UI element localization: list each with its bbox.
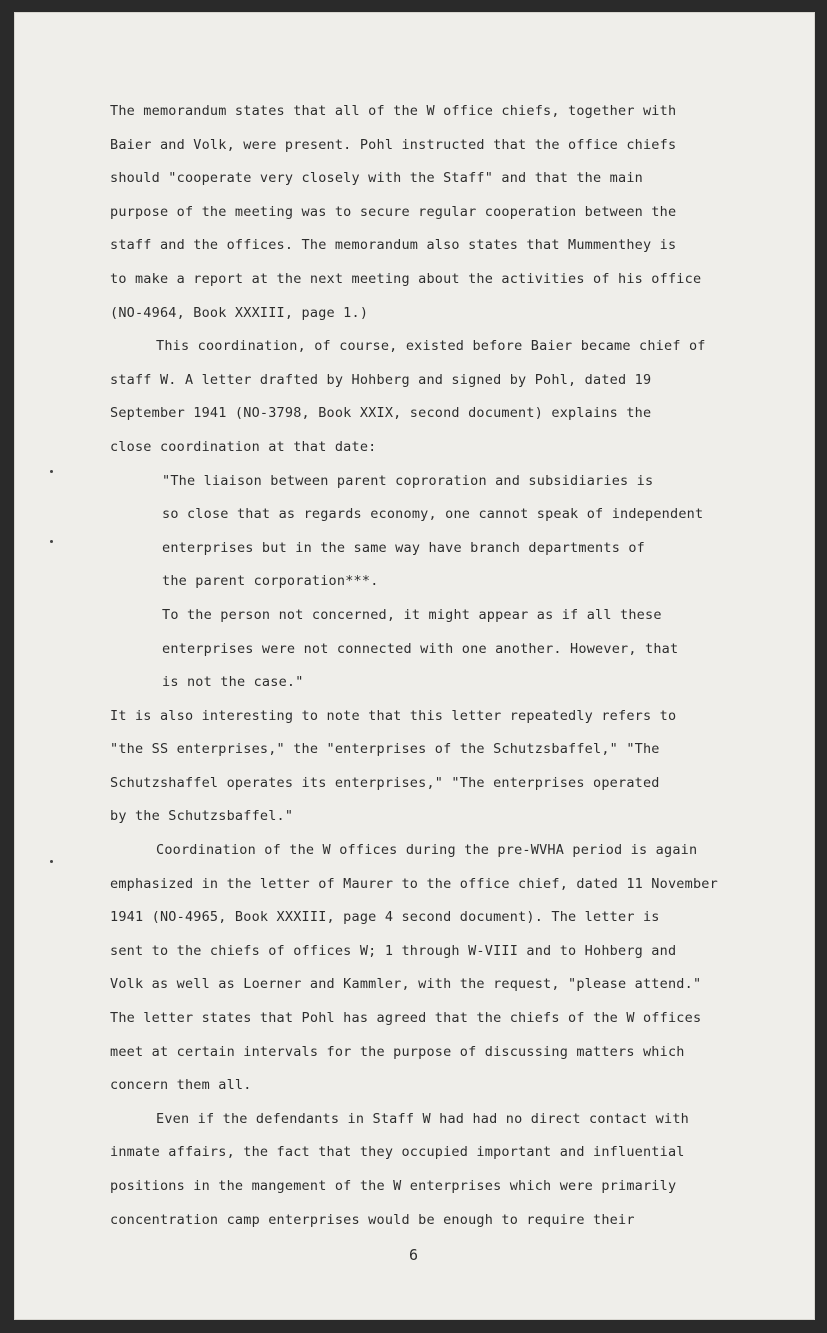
text-line: to make a report at the next meeting about the activities of his office [110, 270, 702, 287]
text-line: sent to the chiefs of offices W; 1 through W-VIII and to Hohberg and [110, 942, 677, 959]
text-line: concentration camp enterprises would be enough to require their [110, 1211, 635, 1228]
text-line: Coordination of the W offices during the pre-WVHA period is again [156, 842, 698, 859]
text-line: positions in the mangement of the W enterprises which were primarily [110, 1178, 677, 1194]
text-line: enterprises but in the same way have branch departments of [162, 539, 646, 556]
text-line: 1941 (NO-4965, Book XXXIII, page 4 second document). The letter is [110, 909, 660, 926]
text-line: the parent corporation***. [162, 573, 379, 590]
text-line: The memorandum states that all of the W office chiefs, together with [110, 103, 677, 119]
text-line: The letter states that Pohl has agreed that the chiefs of the W offices [110, 1010, 702, 1027]
text-line: To the person not concerned, it might appear as if all these [162, 606, 662, 623]
text-line: Schutzshaffel operates its enterprises," "The enterprises operated [110, 774, 660, 791]
text-line: "the SS enterprises," the "enterprises of the Schutzsbaffel," "The [110, 741, 660, 758]
text-line: Even if the defendants in Staff W had had no direct contact with [156, 1110, 689, 1127]
margin-mark [50, 860, 53, 863]
text-line: staff and the offices. The memorandum also states that Mummenthey is [110, 237, 677, 254]
margin-mark [50, 470, 53, 473]
text-line: This coordination, of course, existed before Baier became chief of [156, 338, 706, 355]
margin-mark [50, 540, 53, 543]
page-number: 6 [408, 1246, 419, 1264]
text-line: emphasized in the letter of Maurer to the office chief, dated 11 November [110, 875, 718, 892]
text-line: staff W. A letter drafted by Hohberg and signed by Pohl, dated 19 [110, 371, 652, 388]
text-line: so close that as regards economy, one cannot speak of independent [162, 506, 704, 523]
text-line: enterprises were not connected with one another. However, that [162, 640, 679, 657]
text-line: inmate affairs, the fact that they occupied important and influential [110, 1144, 685, 1161]
text-line: close coordination at that date: [110, 438, 377, 455]
text-line: meet at certain intervals for the purpose of discussing matters which [110, 1043, 685, 1060]
text-line: Volk as well as Loerner and Kammler, with the request, "please attend." [110, 976, 702, 993]
text-line: Baier and Volk, were present. Pohl instructed that the office chiefs [110, 136, 677, 153]
text-line: is not the case." [162, 674, 304, 691]
text-line: by the Schutzsbaffel." [110, 808, 294, 825]
text-line: should "cooperate very closely with the Staff" and that the main [110, 170, 643, 187]
text-line: September 1941 (NO-3798, Book XXIX, second document) explains the [110, 405, 652, 422]
text-line: purpose of the meeting was to secure regular cooperation between the [110, 203, 677, 220]
text-line: "The liaison between parent coproration and subsidiaries is [162, 472, 654, 489]
text-line: (NO-4964, Book XXXIII, page 1.) [110, 304, 369, 321]
document-body [110, 95, 730, 1237]
text-line: It is also interesting to note that this letter repeatedly refers to [110, 707, 677, 724]
text-line: concern them all. [110, 1077, 252, 1094]
